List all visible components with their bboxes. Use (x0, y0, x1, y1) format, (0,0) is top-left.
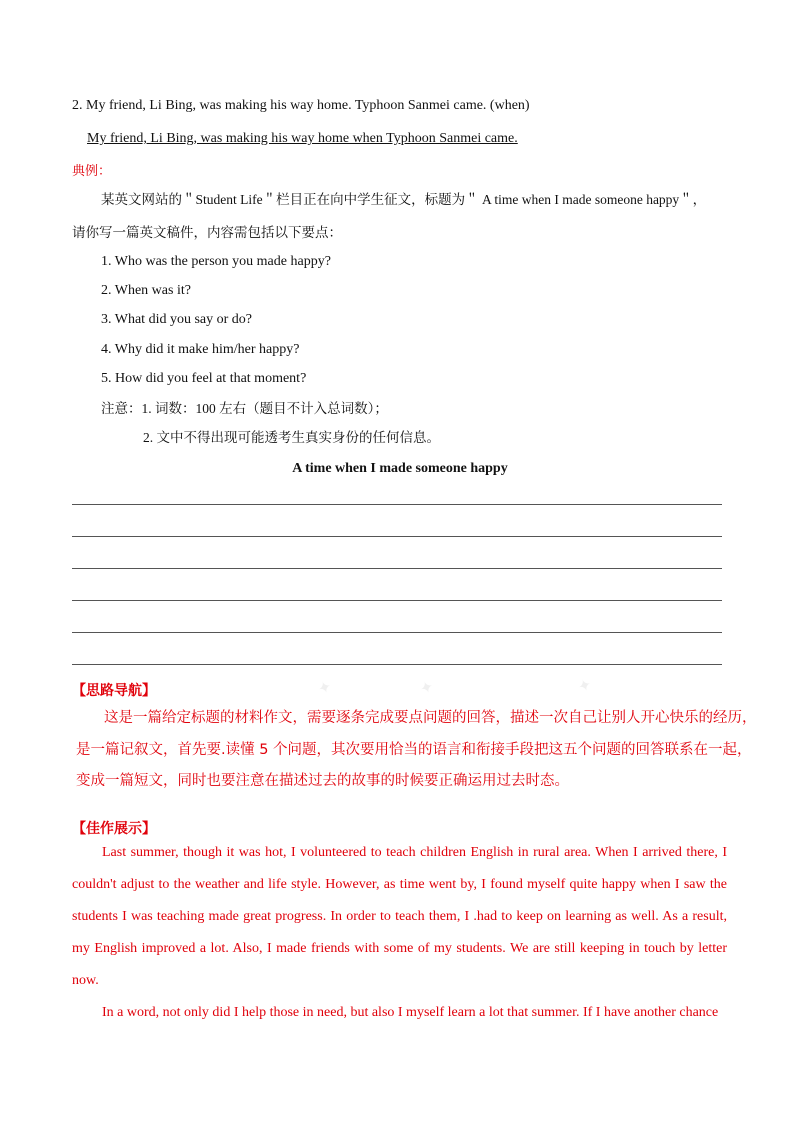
task-point: 5. How did you feel at that moment? (101, 371, 307, 386)
writing-line (72, 632, 722, 633)
task-point: 1. Who was the person you made happy? (101, 254, 331, 269)
guide-line: 是一篇记叙文，首先要.读懂 5 个问题，其次要用恰当的语言和衔接手段把这五个问题的回答联系在一起， (76, 742, 752, 758)
showcase-heading: 【佳作展示】 (72, 821, 156, 837)
task-intro-line1: 某英文网站的＂Student Life＂栏目正在向中学生征文，标题为＂ A time when I made someone happy＂， (101, 192, 707, 207)
typical-example-heading: 典例： (72, 164, 112, 179)
task-point: 4. Why did it make him/her happy? (101, 342, 300, 357)
guide-line: 变成一篇短文，同时也要注意在描述过去的故事的时候要正确运用过去时态。 (76, 773, 569, 789)
watermark-mark: ✦ (417, 676, 437, 699)
watermark-mark: ✦ (575, 674, 595, 697)
writing-line (72, 600, 722, 601)
guide-line: 这是一篇给定标题的材料作文，需要逐条完成要点问题的回答，描述一次自己让别人开心快乐的经历， (104, 710, 757, 726)
writing-line (72, 504, 722, 505)
writing-line (72, 536, 722, 537)
writing-line (72, 664, 722, 665)
note-privacy: 2. 文中不得出现可能透考生真实身份的任何信息。 (143, 430, 440, 445)
guide-heading: 【思路导航】 (72, 683, 156, 699)
writing-line (72, 568, 722, 569)
example-answer: My friend, Li Bing, was making his way home when Typhoon Sanmei came. (87, 131, 518, 146)
essay-paragraph: Last summer, though it was hot, I volunteered to teach children English in rural area. When I arrived there, I couldn't adjust to the weather and life style. However, as time went by, I found myself quite happy when I saw the students I was teaching made great progress. In order to teach them, I .had to keep on learning as well. As a result, my English improved a lot. Also, I made friends with some of my students. We are still keeping in touch by letter now. (72, 845, 727, 988)
watermark-mark: ✦ (315, 676, 335, 699)
task-intro-line2: 请你写一篇英文稿件，内容需包括以下要点： (72, 225, 342, 240)
essay-paragraph: In a word, not only did I help those in need, but also I myself learn a lot that summer. If I have another chance (102, 1005, 719, 1020)
model-essay (72, 837, 727, 1029)
example-question: 2. My friend, Li Bing, was making his way home. Typhoon Sanmei came. (when) (72, 98, 530, 113)
essay-title: A time when I made someone happy (292, 461, 508, 476)
task-point: 2. When was it? (101, 283, 191, 298)
note-word-count: 注意：1. 词数：100 左右（题目不计入总词数）； (101, 401, 388, 416)
task-point: 3. What did you say or do? (101, 312, 252, 327)
